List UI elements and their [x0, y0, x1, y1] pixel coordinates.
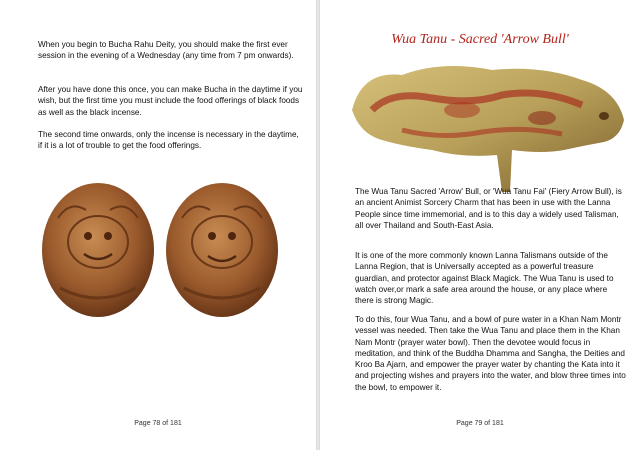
left-page	[0, 0, 316, 450]
right-paragraph-1: The Wua Tanu Sacred 'Arrow' Bull, or 'Wua Tanu Fai' (Fiery Arrow Bull), is an ancient Animist Sorcery Charm that has been in use with the Lanna People since time immemorial, and is to this day a widely used Talisman, all over Thailand and South-East Asia.	[355, 187, 622, 230]
left-paragraph-3: The second time onwards, only the incense is necessary in the daytime, if it is a lot of trouble to get the food offerings.	[38, 130, 299, 151]
right-paragraph-2: It is one of the more commonly known Lanna Talismans outside of the Lanna Region, that is Universally accepted as a powerful treasure guardian, and protector against Black Magick. The Wua Tanu is used to watch over,or mark a safe area around the house, or any place where there is strong Magic.	[355, 251, 614, 306]
right-page	[320, 0, 640, 450]
amulet-front	[42, 183, 154, 317]
left-paragraph-2: After you have done this once, you can make Bucha in the daytime if you wish, but the first time you must include the food offerings of black foods as well as the black incense.	[38, 85, 303, 117]
page-title: Wua Tanu - Sacred 'Arrow Bull'	[391, 32, 569, 47]
wua-tanu-bull-image	[342, 50, 632, 200]
rahu-amulets-image	[30, 180, 290, 320]
left-paragraph-1: When you begin to Bucha Rahu Deity, you should make the first ever session in the evening of a Wednesday (any time from 7 pm onwards).	[38, 40, 294, 61]
amulet-back	[166, 183, 278, 317]
right-paragraph-3: To do this, four Wua Tanu, and a bowl of pure water in a Khan Nam Montr vessel was needed. Then take the Wua Tanu and place them in the Khan Nam Montr (prayer water bowl). Then the devotee would focus in meditation, and think of the Buddha Dhamma and Sangha, the Deities and Kroo Ba Ajarn, and empower the prayer water by chanting the Kata into it and projecting wishes and prayers into the water, and blow three times into the bowl, to empower it.	[355, 315, 626, 392]
right-page-number: Page 79 of 181	[456, 420, 504, 427]
left-page-number: Page 78 of 181	[134, 420, 182, 427]
